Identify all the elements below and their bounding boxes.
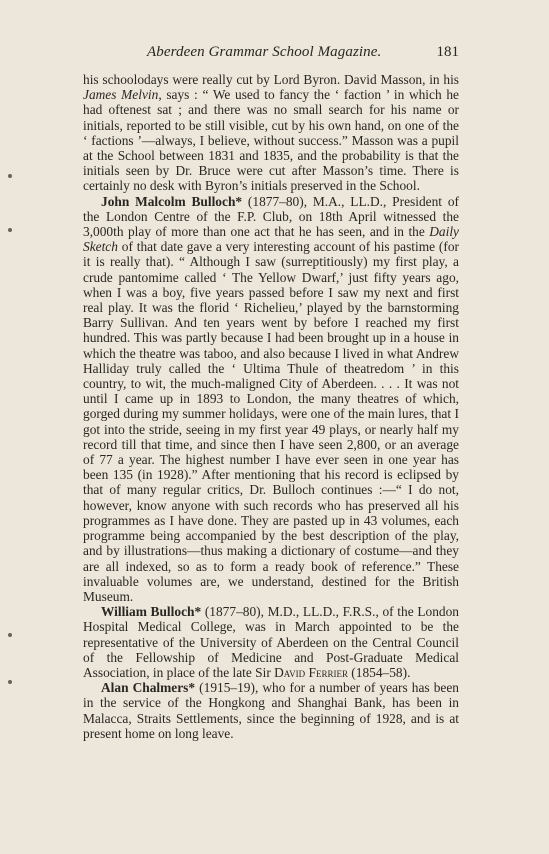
page-number: 181 — [436, 44, 459, 60]
newspaper-title: Daily Sketch — [83, 224, 459, 255]
referenced-name: David Ferrier — [274, 664, 348, 680]
binding-hole-1 — [8, 174, 12, 178]
book-title: James Melvin — [83, 87, 159, 103]
paragraph-byron-desk: his schoolodays were really cut by Lord Byron. David Masson, in his James Melvin, says : “ We used to fancy the ‘ faction ’ in which he had oftenest sat ; and there was no small search for his name or initials, reported to be still visible, cut by his own hand, on one of the ‘ factions ’—always, I believe, without success.” Masson was a pupil at the School between 1831 and 1835, and the probability is that the initials seen by Dr. Bruce were cut after Masson’s time. There is certainly no desk with Byron’s initials preserved in the School. — [83, 72, 459, 194]
binding-hole-3 — [8, 633, 12, 637]
paragraph-alan-chalmers: Alan Chalmers* (1915–19), who for a number of years has been in the service of the Hongkong and Shanghai Bank, has been in Malacca, Straits Settlements, since the beginning of 1928, and is at present home on long leave. — [83, 680, 459, 741]
person-name: Alan Chalmers* — [101, 680, 196, 696]
paragraph-john-malcolm-bulloch: John Malcolm Bulloch* (1877–80), M.A., LL.D., President of the London Centre of the F.P. Club, on 18th April witnessed the 3,000th play of more than one act that he has seen, and in the Daily Sketch of that date gave a very interesting account of his pastime (for it is really that). “ Although I saw (surreptitiously) my first play, a crude pantomime called ‘ The Yellow Dwarf,’ just fifty years ago, when I was a boy, five years passed before I saw my next and first real play. It was the florid ‘ Richelieu,’ played by the barnstorming Barry Sullivan. And ten years went by before I reached my first hundred. This was partly because I had been brought up in a house in which the theatre was taboo, and also because I lived in what Andrew Halliday truly called the ‘ Ultima Thule of theatredom ’ in this country, to wit, the much-maligned City of Aberdeen. . . . It was not until I came up in 1893 to London, the many theatres of which, gorged during my summer holidays, were one of the main lures, that I got into the stride, seeing in my first year 49 plays, or nearly half my record till that time, and since then I have seen 2,800, or an average of 77 a year. The highest number I have ever seen in one year has been 135 (in 1928).” After mentioning that his record is eclipsed by that of many regular critics, Dr. Bulloch continues :—“ I do not, however, know anyone with such records who has preserved all his programmes as I have done. They are pasted up in 43 volumes, each programme being accompanied by the best description of the play, and by illustrations—thus making a dictionary of costume—and they are all indexed, so as to form a ready book of reference.” These invaluable volumes are, we understand, destined for the British Museum. — [83, 193, 459, 604]
binding-hole-4 — [8, 680, 12, 684]
person-name: John Malcolm Bulloch* — [101, 193, 243, 209]
binding-hole-2 — [8, 228, 12, 232]
article-body — [83, 72, 459, 741]
person-name: William Bulloch* — [101, 604, 202, 620]
running-title: Aberdeen Grammar School Magazine. — [147, 44, 382, 60]
paragraph-william-bulloch: William Bulloch* (1877–80), M.D., LL.D., F.R.S., of the London Hospital Medical College, was in March appointed to be the representative of the University of Aberdeen on the Central Council of the Fellowship of Medicine and Post-Graduate Medical Association, in place of the late Sir David Ferrier (1854–58). — [83, 604, 459, 680]
page-header — [83, 44, 459, 64]
